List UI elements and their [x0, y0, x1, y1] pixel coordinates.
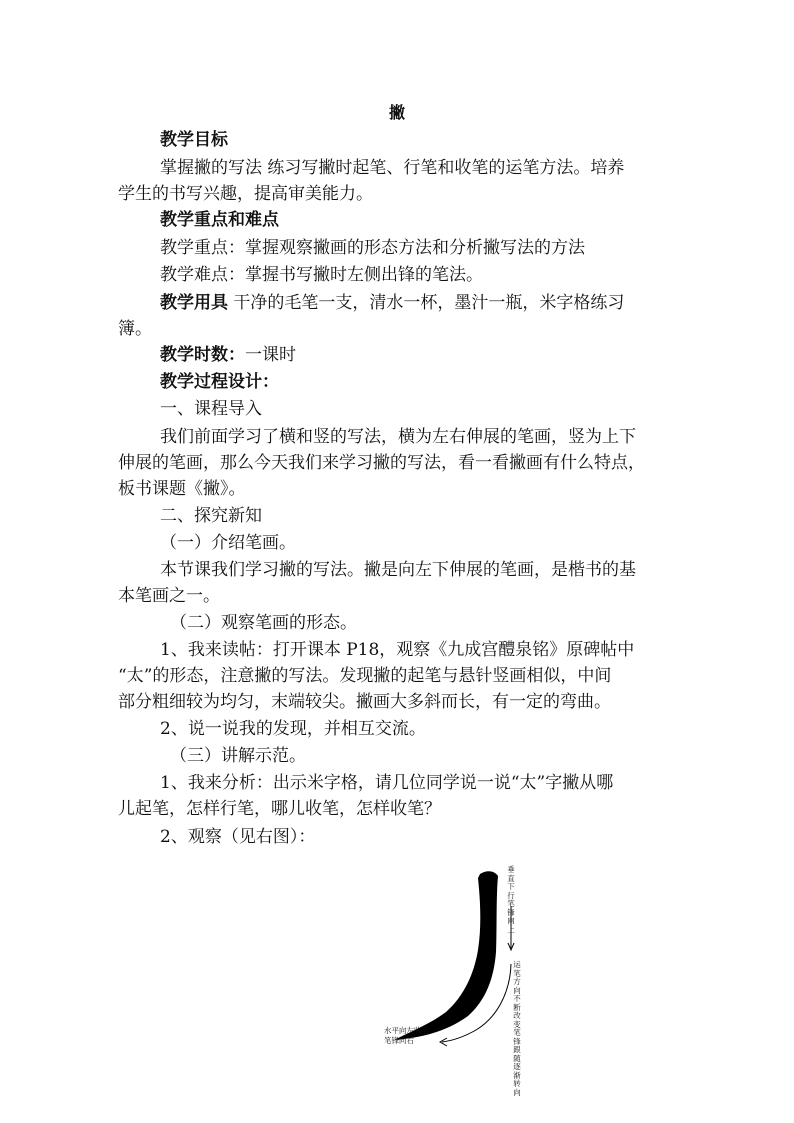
sub3-item2: 2、观察（见右图）：	[160, 827, 316, 847]
sub2-item1-line3: 部分粗细较为均匀，末端较尖。撇画大多斜而长，有一定的弯曲。	[118, 692, 611, 712]
hours-line	[160, 342, 680, 368]
tools-line2: 簿。	[118, 319, 152, 339]
intro-line3: 板书课题《撇》。	[118, 479, 246, 499]
sub3-item1-line2: 儿起笔，怎样行笔，哪儿收笔，怎样收笔？	[118, 799, 441, 819]
difficulty-text: 教学难点：掌握书写撇时左侧出锋的笔法。	[160, 265, 483, 285]
sub2-heading: （二）观察笔画的形态。	[170, 613, 357, 633]
tools-text: 干净的毛笔一支，清水一杯，墨汁一瓶，米字格练习	[228, 293, 625, 313]
sub3-item1-line1: 1、我来分析：出示米字格，请几位同学说一说“太”字撇从哪	[160, 773, 614, 793]
label-horizontal-left-line1: 水平向左收笔	[384, 1026, 429, 1035]
brush-stroke-shape	[394, 871, 498, 1040]
document-title: 撇	[388, 103, 405, 122]
sub3-heading: （三）讲解示范。	[170, 746, 306, 766]
sub2-item2: 2、说一说我的发现，并相互交流。	[160, 719, 426, 739]
label-direction-change: 运笔方向不断改变笔锋跟随逐渐转向	[513, 960, 521, 1097]
key-point-text: 教学重点：掌握观察撇画的形态方法和分析撇写法的方法	[160, 238, 585, 258]
part2-heading: 二、探究新知	[160, 506, 262, 526]
intro-line1: 我们前面学习了横和竖的写法，横为左右伸展的笔画，竖为上下	[160, 427, 636, 447]
part1-heading: 一、课程导入	[160, 399, 262, 419]
hours-label: 教学时数：	[160, 345, 245, 365]
pie-stroke-figure	[380, 865, 530, 1097]
label-horizontal-left-line2: 笔锋向右	[384, 1036, 414, 1045]
sub2-item1-line2: “太”的形态，注意撇的写法。发现撇的起笔与悬针竖画相似，中间	[118, 666, 612, 686]
goals-heading: 教学目标	[160, 130, 228, 150]
label-vertical-down: 垂直下行笔锋向上	[507, 865, 515, 934]
tools-line1	[160, 290, 680, 316]
tools-label: 教学用具	[160, 293, 228, 313]
hours-value: 一课时	[245, 345, 296, 365]
sub1-heading: （一）介绍笔画。	[160, 533, 296, 553]
process-heading: 教学过程设计：	[160, 372, 279, 392]
intro-line2: 伸展的笔画，那么今天我们来学习撇的写法，看一看撇画有什么特点，	[118, 453, 645, 473]
key-difficulty-heading: 教学重点和难点	[160, 210, 279, 230]
sub2-item1-line1: 1、我来读帖：打开课本 P18，观察《九成宫醴泉铭》原碑帖中	[160, 640, 635, 660]
goals-text-line1: 掌握撇的写法 练习写撇时起笔、行笔和收笔的运笔方法。培养	[160, 158, 625, 178]
sub1-text-line2: 本笔画之一。	[118, 586, 220, 606]
sub1-text-line1: 本节课我们学习撇的写法。撇是向左下伸展的笔画，是楷书的基	[160, 560, 636, 580]
goals-text-line2: 学生的书写兴趣，提高审美能力。	[118, 184, 373, 204]
